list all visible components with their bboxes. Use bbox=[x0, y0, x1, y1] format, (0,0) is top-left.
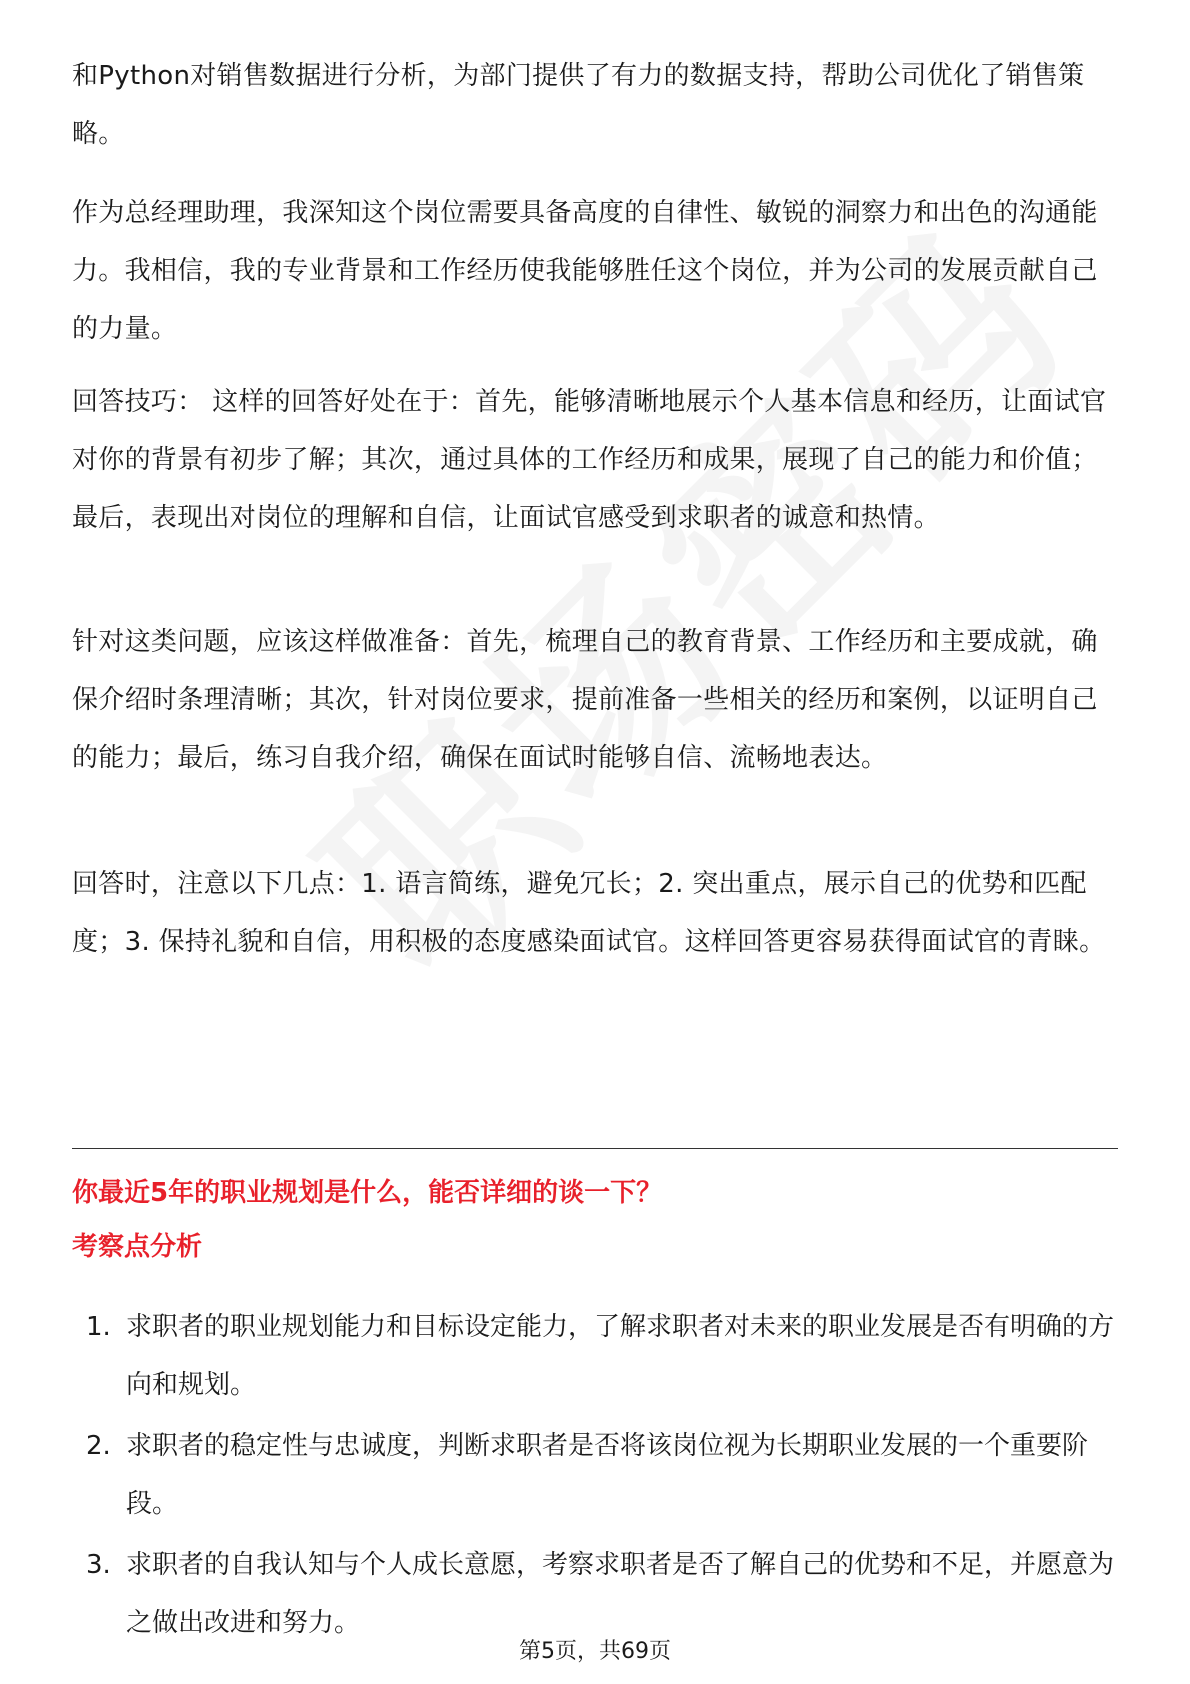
list-item-number: 2. bbox=[86, 1431, 111, 1461]
list-item-number: 3. bbox=[86, 1550, 111, 1580]
list-item-text: 求职者的自我认知与个人成长意愿，考察求职者是否了解自己的优势和不足，并愿意为之做出改进和努力。 bbox=[126, 1550, 1115, 1638]
list-item-number: 1. bbox=[86, 1312, 111, 1342]
paragraph-preparation: 针对这类问题，应该这样做准备：首先，梳理自己的教育背景、工作经历和主要成就，确保介绍时条理清晰；其次，针对岗位要求，提前准备一些相关的经历和案例，以证明自己的能力；最后，练习自我介绍，确保在面试时能够自信、流畅地表达。 bbox=[72, 627, 1098, 773]
document-page bbox=[72, 0, 1118, 1684]
section-divider bbox=[72, 1148, 1118, 1149]
list-item-text: 求职者的稳定性与忠诚度，判断求职者是否将该岗位视为长期职业发展的一个重要阶段。 bbox=[126, 1431, 1089, 1519]
paragraph-answer-notes: 回答时，注意以下几点：1. 语言简练，避免冗长；2. 突出重点，展示自己的优势和匹配度；3. 保持礼貌和自信，用积极的态度感染面试官。这样回答更容易获得面试官的青睐。 bbox=[72, 869, 1106, 957]
list-item bbox=[72, 1417, 1118, 1533]
paragraph-answer-tips: 回答技巧： 这样的回答好处在于：首先，能够清晰地展示个人基本信息和经历，让面试官对你的背景有初步了解；其次，通过具体的工作经历和成果，展现了自己的能力和价值；最后，表现出对岗位的理解和自信，让面试官感受到求职者的诚意和热情。 bbox=[72, 387, 1107, 533]
paragraph-assistant-role: 作为总经理助理，我深知这个岗位需要具备高度的自律性、敏锐的洞察力和出色的沟通能力。我相信，我的专业背景和工作经历使我能够胜任这个岗位，并为公司的发展贡献自己的力量。 bbox=[72, 198, 1098, 344]
paragraph-sales-analysis: 和Python对销售数据进行分析，为部门提供了有力的数据支持，帮助公司优化了销售策略。 bbox=[72, 61, 1085, 149]
analysis-list bbox=[72, 1298, 1118, 1655]
list-item bbox=[72, 1298, 1118, 1414]
question-title: 你最近5年的职业规划是什么，能否详细的谈一下？ bbox=[72, 1178, 663, 1208]
page-footer: 第5页，共69页 bbox=[519, 1639, 671, 1664]
analysis-heading: 考察点分析 bbox=[72, 1232, 203, 1262]
list-item-text: 求职者的职业规划能力和目标设定能力，了解求职者对未来的职业发展是否有明确的方向和规划。 bbox=[126, 1312, 1115, 1400]
